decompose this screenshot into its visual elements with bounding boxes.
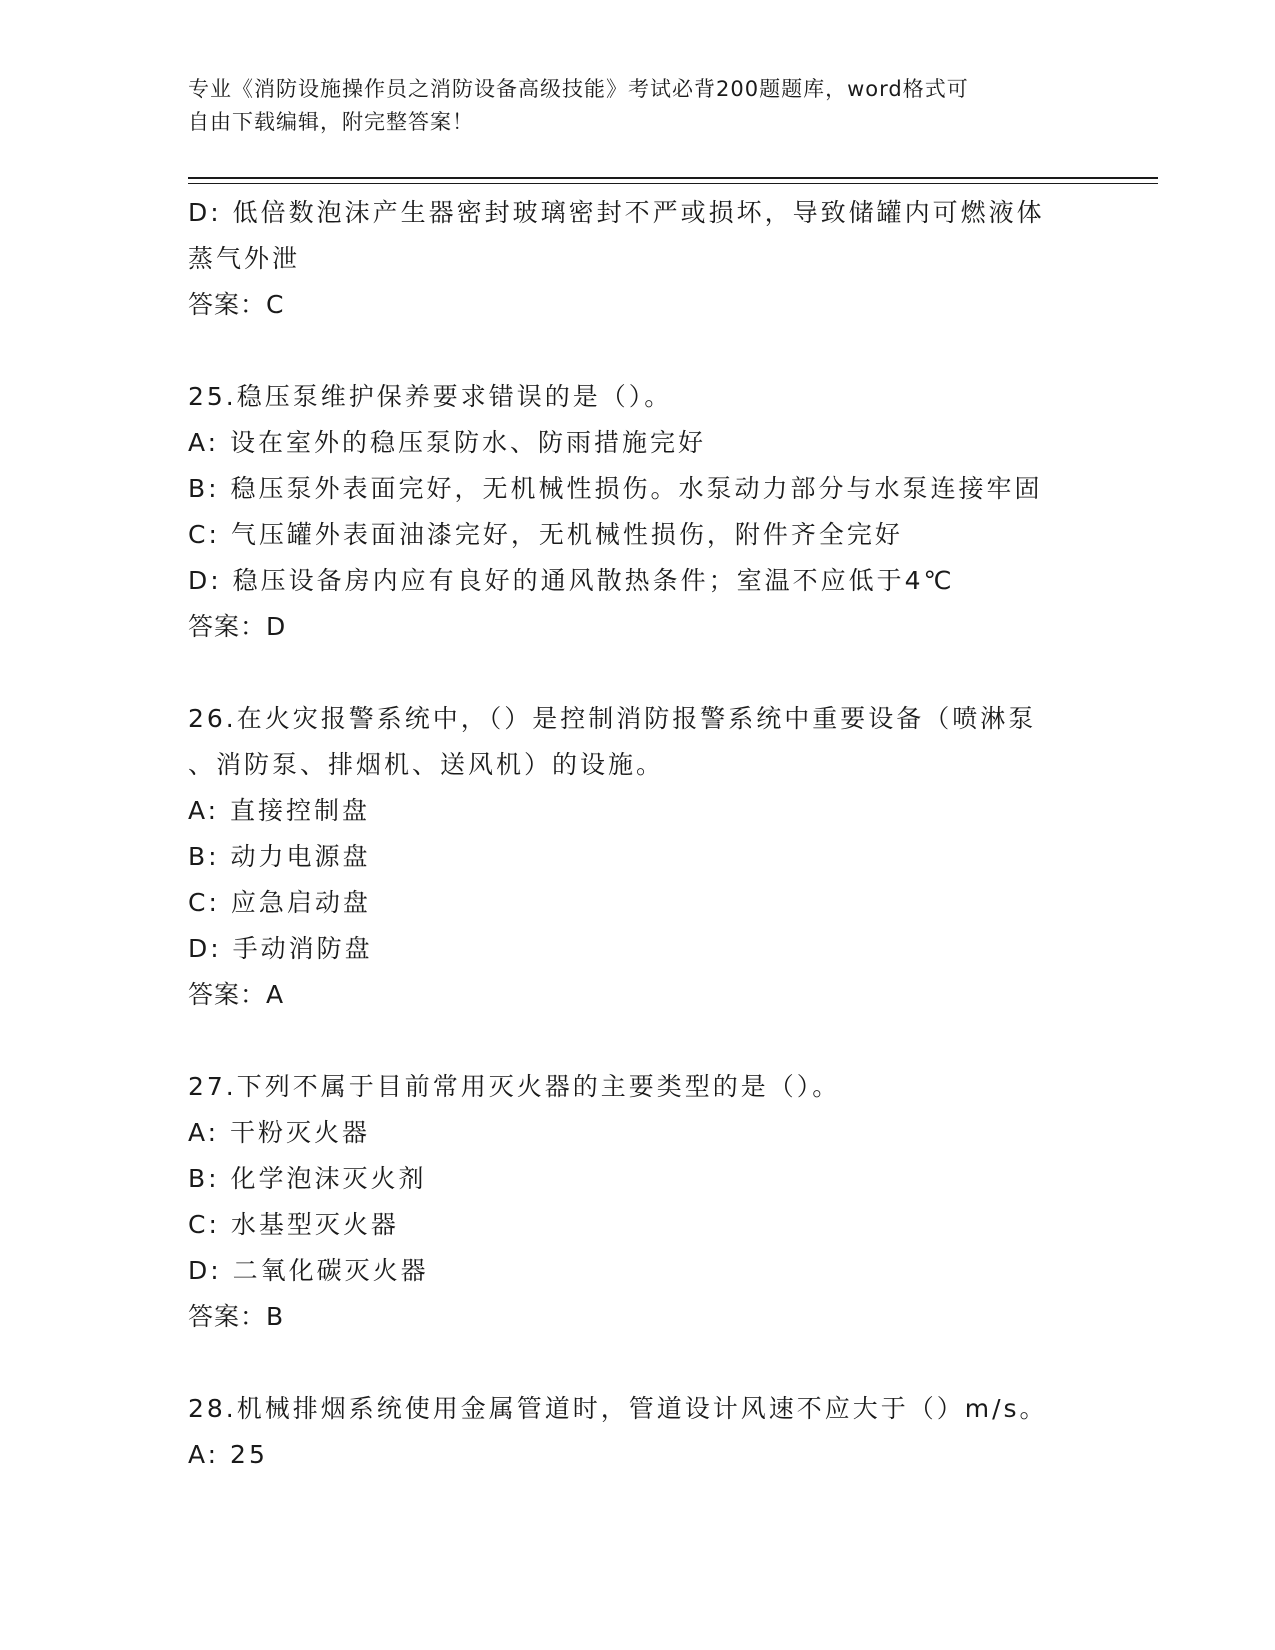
option-d-continued: 蒸气外泄: [188, 244, 301, 273]
spacer: [188, 328, 1158, 374]
header-divider-thick: [188, 177, 1158, 179]
answer-line: 答案：B: [188, 1302, 285, 1331]
option-d: D: 二氧化碳灭火器: [188, 1256, 429, 1285]
question-27: [188, 1064, 1158, 1340]
option-b: B: 稳压泵外表面完好，无机械性损伤。水泵动力部分与水泵连接牢固: [188, 474, 1043, 503]
option-a: A: 25: [188, 1440, 268, 1469]
question-28: [188, 1386, 1158, 1478]
option-d: D: 低倍数泡沫产生器密封玻璃密封不严或损坏，导致储罐内可燃液体: [188, 198, 1045, 227]
question-stem: 25.稳压泵维护保养要求错误的是（）。: [188, 382, 673, 411]
question-list: [188, 190, 1158, 1478]
option-c: C: 气压罐外表面油漆完好，无机械性损伤，附件齐全完好: [188, 520, 903, 549]
header-line-1: 专业《消防设施操作员之消防设备高级技能》考试必背200题题库，word格式可: [188, 77, 969, 101]
question-stem: 26.在火灾报警系统中，（）是控制消防报警系统中重要设备（喷淋泵: [188, 704, 1037, 733]
option-c: C: 应急启动盘: [188, 888, 371, 917]
option-d: D: 稳压设备房内应有良好的通风散热条件；室温不应低于4℃: [188, 566, 955, 595]
option-a: A: 直接控制盘: [188, 796, 371, 825]
question-25: [188, 374, 1158, 650]
option-b: B: 化学泡沫灭火剂: [188, 1164, 427, 1193]
question-stem-continued: 、消防泵、排烟机、送风机）的设施。: [188, 750, 665, 779]
option-d: D: 手动消防盘: [188, 934, 373, 963]
option-a: A: 干粉灭火器: [188, 1118, 371, 1147]
header-divider-thin: [188, 183, 1158, 184]
spacer: [188, 1018, 1158, 1064]
option-b: B: 动力电源盘: [188, 842, 371, 871]
question-stem: 27.下列不属于目前常用灭火器的主要类型的是（）。: [188, 1072, 841, 1101]
option-c: C: 水基型灭火器: [188, 1210, 399, 1239]
question-26: [188, 696, 1158, 1018]
question-24-tail: [188, 190, 1158, 328]
answer-line: 答案：A: [188, 980, 285, 1009]
spacer: [188, 1340, 1158, 1386]
answer-line: 答案：C: [188, 290, 285, 319]
option-a: A: 设在室外的稳压泵防水、防雨措施完好: [188, 428, 707, 457]
header-line-2: 自由下载编辑，附完整答案！: [188, 110, 474, 134]
question-stem: 28.机械排烟系统使用金属管道时，管道设计风速不应大于（）m/s。: [188, 1394, 1048, 1423]
answer-line: 答案：D: [188, 612, 287, 641]
document-header: [188, 73, 1088, 139]
spacer: [188, 650, 1158, 696]
